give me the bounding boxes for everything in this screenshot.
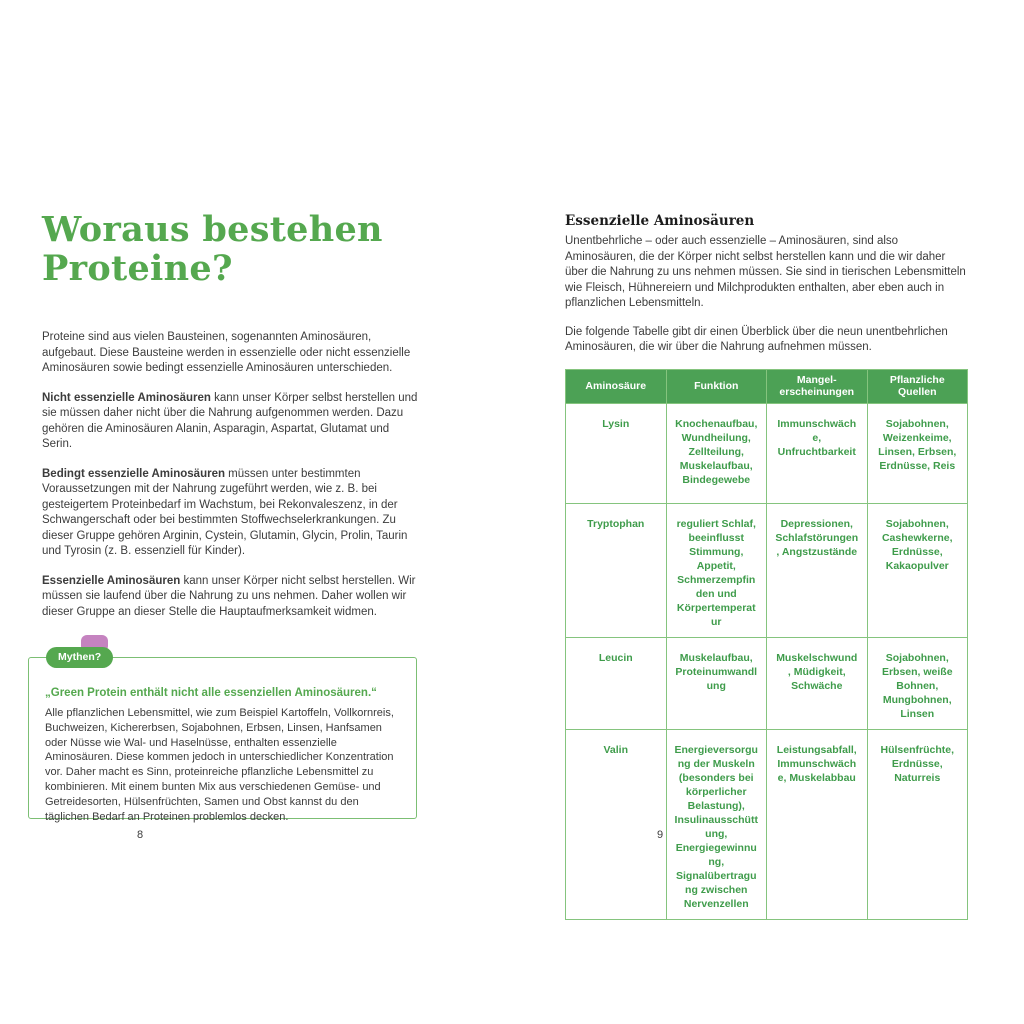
paragraph-lead: Essenzielle Aminosäuren [42,574,181,587]
cell-amino: Tryptophan [566,503,667,637]
left-page-column [42,210,418,634]
cell-mangel: Muskelschwund, Müdigkeit, Schwäche [767,637,868,729]
myth-box-text: Alle pflanzlichen Lebensmittel, wie zum Beispiel Kartoffeln, Vollkornreis, Buchweizen, Kichererbsen, Sojabohnen, Erbsen, Linsen, Hanfsamen oder Nüsse wie Wal- und Haselnüsse, enthalten essenzielle Aminosäuren. Diese kommen jedoch in unterschiedlicher Konzentration vor. Daher macht es Sinn, proteinreiche pflanzliche Lebensmittel zu kombinieren. Mit einem bunten Mix aus verschiedenen Gemüse- und Getreidesorten, Hülsenfrüchten, Samen und Obst kannst du den täglichen Bedarf an Proteinen problemlos decken. [45,707,394,823]
paragraph-text: kann unser Körper nicht selbst herstellen. Wir müssen sie laufend über die Nahrung zu uns nehmen. Daher wollen wir dieser Gruppe an dieser Stelle die Hauptaufmerksamkeit widmen. [42,574,416,618]
right-page-column [565,213,968,920]
cell-funktion: Knochenaufbau, Wundheilung, Zellteilung, Muskelaufbau, Bindegewebe [666,403,767,503]
cell-mangel: Depressionen, Schlafstörungen, Angstzustände [767,503,868,637]
paragraph-text: kann unser Körper selbst herstellen und sie müssen daher nicht über die Nahrung aufgenommen werden. Dazu gehören die Aminosäuren Alanin, Asparagin, Aspartat, Glutamat und Serin. [42,391,418,450]
cell-funktion: Energieversorgung der Muskeln (besonders bei körperlicher Belastung), Insulinausschüttung, Energiegewinnung, Signalübertragung zwischen Nervenzellen [666,729,767,919]
table-header-row [566,369,968,403]
page-number-right: 9 [657,829,664,841]
cell-funktion: reguliert Schlaf, beeinflusst Stimmung, Appetit, Schmerzempfinden und Körpertemperatur [666,503,767,637]
cell-amino: Leucin [566,637,667,729]
right-paragraph-2: Die folgende Tabelle gibt dir einen Überblick über die neun unentbehrlichen Aminosäuren, die wir über die Nahrung aufnehmen müssen. [565,325,948,353]
column-header-aminosaeure: Aminosäure [566,369,667,403]
cell-quellen: Sojabohnen, Cashewkerne, Erdnüsse, Kakaopulver [867,503,968,637]
cell-quellen: Sojabohnen, Erbsen, weiße Bohnen, Mungbohnen, Linsen [867,637,968,729]
table-row [566,729,968,919]
cell-mangel: Immunschwäche, Unfruchtbarkeit [767,403,868,503]
cell-funktion: Muskelaufbau, Proteinumwandlung [666,637,767,729]
paragraph-nicht-essenziell [42,391,418,453]
table-row [566,403,968,503]
column-header-mangelerscheinungen: Mangelerscheinungen [767,369,868,403]
paragraph-text: müssen unter bestimmten Voraussetzungen mit der Nahrung zugeführt werden, wie z. B. bei gesteigertem Proteinbedarf im Wachstum, bei Rekonvaleszenz, in der Schwangerschaft oder bei bestimmten Stoffwechselerkrankungen. Zu dieser Gruppe gehören Arginin, Cystein, Glutamin, Glycin, Prolin, Taurin und Tyrosin (z. B. essenziell für Kinder). [42,467,408,557]
table-row [566,637,968,729]
section-heading: Essenzielle Aminosäuren [565,213,755,229]
paragraph-bedingt-essenziell [42,467,418,560]
myth-badge: Mythen? [46,647,113,668]
right-paragraph-1: Unentbehrliche – oder auch essenzielle – Aminosäuren, sind also Aminosäuren, die der Körper nicht selbst herstellen kann und die wir daher über die Nahrung zu uns nehmen müssen. Sie sind in tierischen Lebensmitteln wie Fleisch, Hühnereiern und Milchprodukten enthalten, aber eben auch in pflanzlichen Lebensmitteln. [565,235,966,309]
cell-amino: Lysin [566,403,667,503]
paragraph-essenziell [42,574,418,621]
page-title: Woraus bestehen Proteine? [42,209,383,289]
paragraph-lead: Nicht essenzielle Aminosäuren [42,391,211,404]
cell-amino: Valin [566,729,667,919]
myth-box-title: „Green Protein enthält nicht alle essenziellen Aminosäuren.“ [45,687,377,699]
page-number-left: 8 [137,829,144,841]
cell-mangel: Leistungsabfall, Immunschwäche, Muskelabbau [767,729,868,919]
intro-paragraph: Proteine sind aus vielen Bausteinen, sogenannten Aminosäuren, aufgebaut. Diese Bausteine werden in essenzielle oder nicht essenzielle Aminosäuren sowie bedingt essenzielle Aminosäuren unterschieden. [42,331,411,374]
cell-quellen: Sojabohnen, Weizenkeime, Linsen, Erbsen, Erdnüsse, Reis [867,403,968,503]
myth-info-box [28,651,417,823]
column-header-pflanzliche-quellen: Pflanzliche Quellen [867,369,968,403]
paragraph-lead: Bedingt essenzielle Aminosäuren [42,467,225,480]
cell-quellen: Hülsenfrüchte, Erdnüsse, Naturreis [867,729,968,919]
column-header-funktion: Funktion [666,369,767,403]
table-row [566,503,968,637]
amino-acids-table [565,369,968,920]
